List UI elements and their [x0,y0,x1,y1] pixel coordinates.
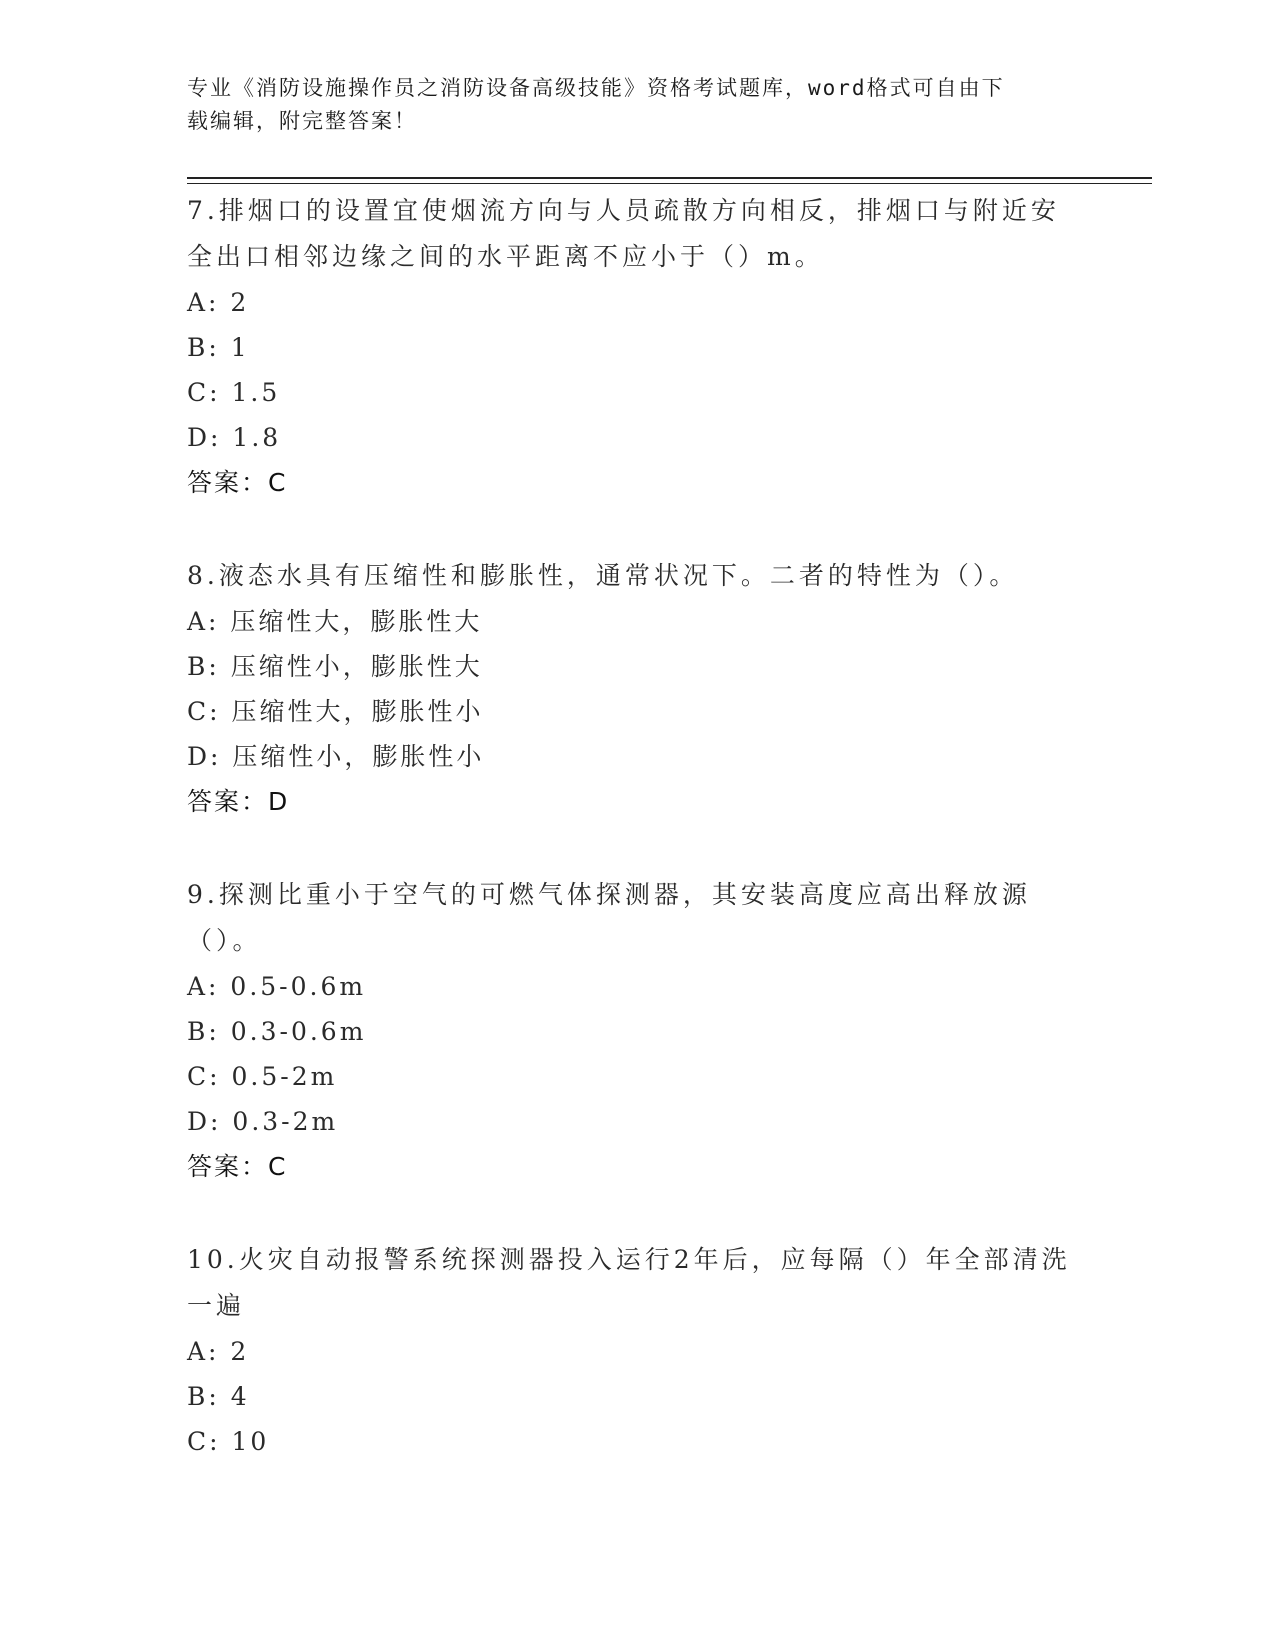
option-a: A: 2 [187,1337,250,1366]
option-c: C: 10 [187,1427,270,1456]
option-b: B: 0.3-0.6m [187,1017,367,1046]
option-b: B: 压缩性小，膨胀性大 [187,652,483,681]
question-text: 9.探测比重小于空气的可燃气体探测器，其安装高度应高出释放源（）。 [187,880,1031,955]
option-c: C: 0.5-2m [187,1062,338,1091]
option-a: A: 2 [187,288,250,317]
question-8 [187,553,1087,825]
question-7 [187,188,1087,506]
option-d: D: 1.8 [187,423,282,452]
question-10 [187,1237,1087,1464]
option-d: D: 0.3-2m [187,1107,339,1136]
option-c: C: 1.5 [187,378,281,407]
header-rule-thick [187,177,1152,179]
answer-label: 答案：D [187,787,290,816]
question-text: 7.排烟口的设置宜使烟流方向与人员疏散方向相反，排烟口与附近安全出口相邻边缘之间的水平距离不应小于（）m。 [187,196,1060,271]
answer-label: 答案：C [187,468,288,497]
question-list [187,188,1087,1511]
header-line-1: 专业《消防设施操作员之消防设备高级技能》资格考试题库，word格式可自由下 [187,76,1005,100]
answer-label: 答案：C [187,1152,288,1181]
question-text: 10.火灾自动报警系统探测器投入运行2年后，应每隔（）年全部清洗一遍 [187,1245,1071,1320]
option-c: C: 压缩性大，膨胀性小 [187,697,484,726]
option-d: D: 压缩性小，膨胀性小 [187,742,485,771]
question-9 [187,872,1087,1190]
option-a: A: 0.5-0.6m [187,972,367,1001]
option-b: B: 1 [187,333,250,362]
option-a: A: 压缩性大，膨胀性大 [187,607,483,636]
document-header [187,72,1067,138]
option-b: B: 4 [187,1382,250,1411]
question-text: 8.液态水具有压缩性和膨胀性，通常状况下。二者的特性为（）。 [187,561,1019,590]
header-line-2: 载编辑，附完整答案！ [187,109,417,133]
header-rule-thin [187,183,1152,184]
